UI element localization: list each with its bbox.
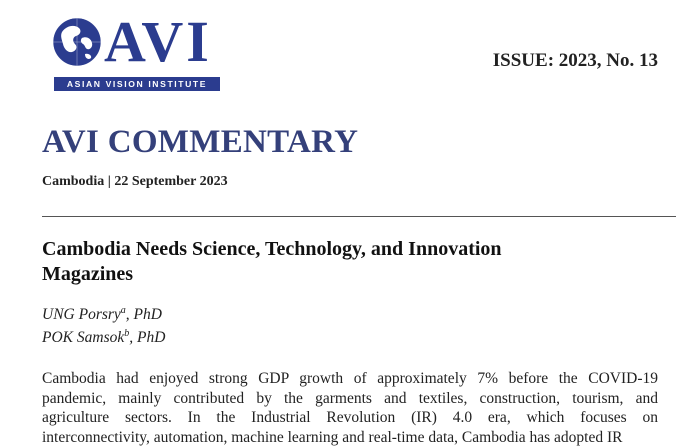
author-1-mark: a (121, 305, 126, 316)
logo-tagline: ASIAN VISION INSTITUTE (54, 77, 220, 91)
author-2-name: POK Samsok (42, 329, 124, 346)
issue-number: ISSUE: 2023, No. 13 (493, 50, 658, 72)
avi-logo (52, 16, 226, 94)
article-title-line1: Cambodia Needs Science, Technology, and Innovation (42, 237, 642, 262)
author-1-name: UNG Porsry (42, 306, 121, 323)
series-title: AVI COMMENTARY (42, 124, 358, 161)
author-1-degree: , PhD (126, 306, 162, 323)
author-2-mark: b (124, 328, 129, 339)
article-body (42, 369, 658, 447)
divider (42, 216, 676, 217)
body-line: agriculture sectors. In the Industrial Revolution (IR) 4.0 era, which focuses on (42, 408, 658, 428)
body-line: Cambodia had enjoyed strong GDP growth of approximately 7% before the COVID-19 (42, 369, 658, 389)
author-2-degree: , PhD (129, 329, 165, 346)
logo-letters: AVI (104, 10, 212, 74)
dateline: Cambodia | 22 September 2023 (42, 174, 228, 190)
author-1 (42, 305, 162, 324)
article-title (42, 237, 642, 287)
article-title-line2: Magazines (42, 262, 642, 287)
author-2 (42, 328, 165, 347)
body-line: pandemic, mainly contributed by the garments and textiles, construction, tourism, and (42, 389, 658, 409)
globe-icon (52, 16, 102, 68)
body-line: interconnectivity, automation, machine learning and real-time data, Cambodia has adopted IR (42, 428, 658, 447)
